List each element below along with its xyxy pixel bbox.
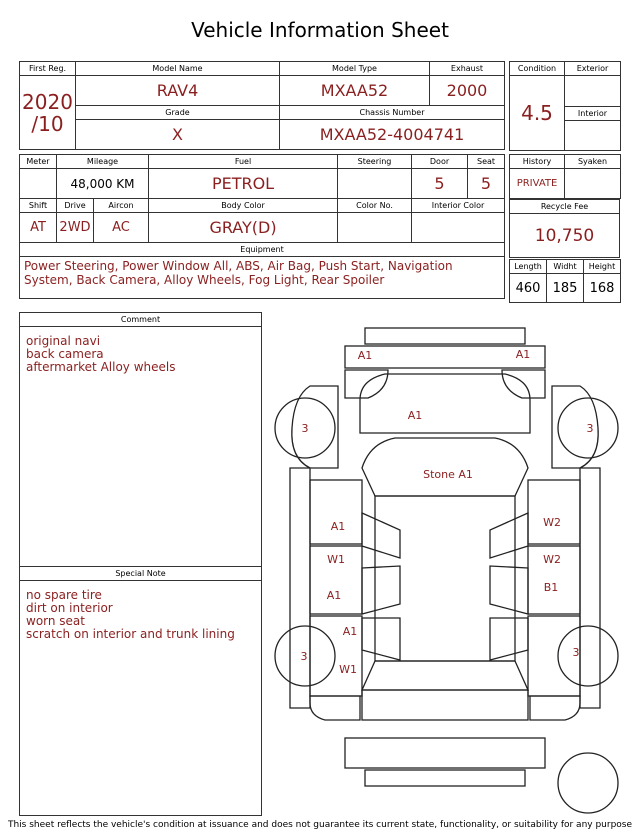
left-rear-window [362, 566, 400, 614]
interior-label: Interior [565, 107, 621, 121]
mark-front-bumper-left: A1 [357, 349, 373, 362]
fuel-value: PETROL [149, 169, 338, 199]
mark-front-bumper-right: A1 [515, 348, 531, 361]
exterior-label: Exterior [565, 62, 621, 76]
mark-left-rear: W1 [339, 663, 357, 676]
comment-label: Comment [20, 313, 261, 327]
rear-trunk [362, 690, 528, 720]
mark-tire-front-left: 3 [301, 422, 309, 435]
model-type-value: MXAA52 [280, 76, 430, 106]
model-name-label: Model Name [76, 62, 280, 76]
left-quarter-window [362, 618, 400, 660]
disclaimer-footer: This sheet reflects the vehicle's condition at issuance and does not guarantee its current state, functionality, or suitability for any purpose [7, 820, 633, 830]
special-note-line: no spare tire [26, 588, 102, 602]
first-reg-year: 2020 [22, 89, 73, 114]
left-rear-fender [310, 696, 360, 720]
meter-value [20, 169, 57, 199]
drive-label: Drive [57, 199, 94, 213]
mileage-label: Mileage [57, 155, 149, 169]
length-value: 460 [510, 274, 547, 303]
first-reg-label: First Reg. [20, 62, 76, 76]
mark-tire-rear-left: 3 [300, 650, 308, 663]
exhaust-label: Exhaust [430, 62, 505, 76]
recycle-fee-value: 10,750 [510, 214, 620, 258]
seat-value: 5 [468, 169, 505, 199]
car-damage-diagram [270, 318, 620, 818]
first-reg-month: /10 [31, 111, 64, 136]
color-no-label: Color No. [338, 199, 412, 213]
mark-tire-rear-right: 3 [572, 646, 580, 659]
steering-label: Steering [338, 155, 412, 169]
chassis-label: Chassis Number [280, 106, 505, 120]
color-no-value [338, 213, 412, 243]
right-body-outline [580, 468, 600, 708]
comment-box [19, 312, 262, 567]
first-reg-value [20, 76, 76, 150]
left-front-window [362, 513, 400, 558]
rear-bumper-lower [365, 770, 525, 786]
right-rear-fender [530, 696, 580, 720]
shift-label: Shift [20, 199, 57, 213]
model-type-label: Model Type [280, 62, 430, 76]
history-table [509, 154, 621, 199]
chassis-value: MXAA52-4004741 [280, 120, 505, 150]
right-quarter-window [490, 618, 528, 660]
condition-label: Condition [510, 62, 565, 76]
steering-value [338, 169, 412, 199]
aircon-value: AC [94, 213, 149, 243]
equipment-value: Power Steering, Power Window All, ABS, Air Bag, Push Start, Navigation System, Back Camera, Alloy Wheels, Fog Light, Rear Spoiler [20, 257, 505, 299]
width-value: 185 [547, 274, 584, 303]
condition-table [509, 61, 621, 151]
mileage-value: 48,000 KM [57, 169, 149, 199]
recycle-table [509, 199, 620, 258]
history-label: History [510, 155, 565, 169]
special-note-box [19, 566, 262, 816]
syaken-value [565, 169, 621, 199]
mark-tire-front-right: 3 [586, 422, 594, 435]
page-title: Vehicle Information Sheet [191, 18, 449, 42]
height-value: 168 [584, 274, 621, 303]
door-label: Door [412, 155, 468, 169]
right-front-door [528, 480, 580, 544]
mark-left-quarter: A1 [342, 625, 358, 638]
windshield [362, 438, 528, 496]
door-value: 5 [412, 169, 468, 199]
fuel-label: Fuel [149, 155, 338, 169]
left-front-door [310, 480, 362, 544]
body-color-label: Body Color [149, 199, 338, 213]
interior-color-label: Interior Color [412, 199, 505, 213]
grade-value: X [76, 120, 280, 150]
roof [375, 496, 515, 661]
special-note-line: scratch on interior and trunk lining [26, 627, 235, 641]
mark-hood: A1 [407, 409, 423, 422]
equipment-label: Equipment [20, 243, 505, 257]
detail-table [19, 154, 505, 299]
aircon-label: Aircon [94, 199, 149, 213]
seat-label: Seat [468, 155, 505, 169]
mark-left-rear-door: A1 [326, 589, 342, 602]
height-label: Height [584, 260, 621, 274]
grade-label: Grade [76, 106, 280, 120]
condition-value: 4.5 [510, 76, 565, 151]
meter-label: Meter [20, 155, 57, 169]
left-body-outline [290, 468, 310, 708]
exterior-value [565, 76, 621, 107]
comment-line: back camera [26, 347, 104, 361]
spare-tire [558, 753, 618, 813]
mark-right-rear-door: B1 [543, 581, 559, 594]
shift-value: AT [20, 213, 57, 243]
interior-color-value [412, 213, 505, 243]
drive-value: 2WD [57, 213, 94, 243]
interior-value [565, 121, 621, 151]
special-note-line: worn seat [26, 614, 85, 628]
front-bumper-top [365, 328, 525, 344]
rear-bumper [345, 738, 545, 768]
special-note-label: Special Note [20, 567, 261, 581]
right-front-window [490, 513, 528, 558]
right-rear-window [490, 566, 528, 614]
rear-window [362, 661, 528, 690]
mark-right-rear-door-upper: W2 [543, 553, 561, 566]
history-value: PRIVATE [510, 169, 565, 199]
length-label: Length [510, 260, 547, 274]
mark-left-fender: A1 [330, 520, 346, 533]
recycle-fee-label: Recycle Fee [510, 200, 620, 214]
registration-table [19, 61, 505, 150]
mark-windshield: Stone A1 [423, 468, 473, 481]
mark-right-front-door: W2 [543, 516, 561, 529]
width-label: Widht [547, 260, 584, 274]
dimensions-table [509, 259, 621, 303]
body-color-value: GRAY(D) [149, 213, 338, 243]
tire-rear-right [558, 626, 618, 686]
model-name-value: RAV4 [76, 76, 280, 106]
comment-line: aftermarket Alloy wheels [26, 360, 176, 374]
mark-left-front-door-upper: W1 [327, 553, 345, 566]
comment-line: original navi [26, 334, 101, 348]
syaken-label: Syaken [565, 155, 621, 169]
special-note-line: dirt on interior [26, 601, 113, 615]
exhaust-value: 2000 [430, 76, 505, 106]
